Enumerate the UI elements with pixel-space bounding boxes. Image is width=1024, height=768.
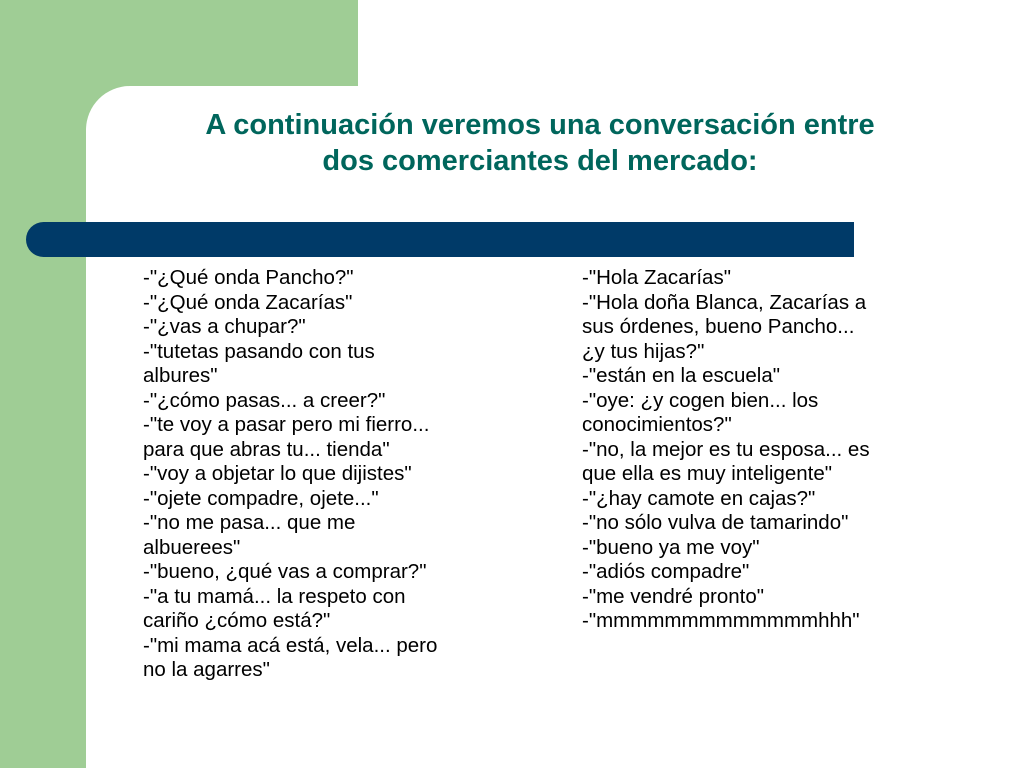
title-line: dos comerciantes del mercado: <box>322 145 758 177</box>
dialogue-line: -"Hola doña Blanca, Zacarías a <box>582 290 867 314</box>
dialogue-line: para que abras tu... tienda" <box>143 437 390 461</box>
dialogue-line: -"no, la mejor es tu esposa... es <box>582 437 870 461</box>
dialogue-line: -"¿Qué onda Zacarías" <box>143 290 353 314</box>
title-divider-bar <box>26 222 854 257</box>
right-dialogue-column <box>582 266 982 634</box>
dialogue-line: -"me vendré pronto" <box>582 584 765 608</box>
dialogue-line: -"¿Qué onda Pancho?" <box>143 266 354 289</box>
dialogue-line: que ella es muy inteligente" <box>582 462 833 485</box>
dialogue-line: -"no sólo vulva de tamarindo" <box>582 511 849 534</box>
dialogue-line: -"bueno ya me voy" <box>582 535 760 559</box>
dialogue-line: -"mmmmmmmmmmmmmhhh" <box>582 609 860 632</box>
left-dialogue-column <box>143 266 543 683</box>
dialogue-line: -"bueno, ¿qué vas a comprar?" <box>143 560 427 583</box>
dialogue-line: -"tutetas pasando con tus <box>143 339 375 363</box>
title-line: A continuación veremos una conversación entre <box>205 109 875 141</box>
dialogue-line: -"mi mama acá está, vela... pero <box>143 633 438 657</box>
dialogue-line: -"ojete compadre, ojete..." <box>143 486 379 510</box>
dialogue-line: -"¿cómo pasas... a creer?" <box>143 388 386 412</box>
dialogue-line: -"no me pasa... que me <box>143 511 356 534</box>
dialogue-line: -"voy a objetar lo que dijistes" <box>143 462 412 485</box>
dialogue-line: -"están en la escuela" <box>582 364 781 387</box>
dialogue-line: -"te voy a pasar pero mi fierro... <box>143 413 430 436</box>
dialogue-line: -"a tu mamá... la respeto con <box>143 584 406 608</box>
dialogue-line: -"¿hay camote en cajas?" <box>582 486 816 510</box>
dialogue-line: no la agarres" <box>143 658 270 681</box>
dialogue-line: -"oye: ¿y cogen bien... los <box>582 388 819 412</box>
dialogue-line: conocimientos?" <box>582 413 732 436</box>
dialogue-line: sus órdenes, bueno Pancho... <box>582 315 855 338</box>
slide-title <box>100 107 980 179</box>
dialogue-line: -"¿vas a chupar?" <box>143 315 306 338</box>
dialogue-line: -"adiós compadre" <box>582 560 750 583</box>
dialogue-line: ¿y tus hijas?" <box>582 339 705 363</box>
dialogue-line: albures" <box>143 364 218 387</box>
dialogue-line: cariño ¿cómo está?" <box>143 609 331 632</box>
dialogue-line: -"Hola Zacarías" <box>582 266 731 289</box>
dialogue-line: albuerees" <box>143 535 241 559</box>
